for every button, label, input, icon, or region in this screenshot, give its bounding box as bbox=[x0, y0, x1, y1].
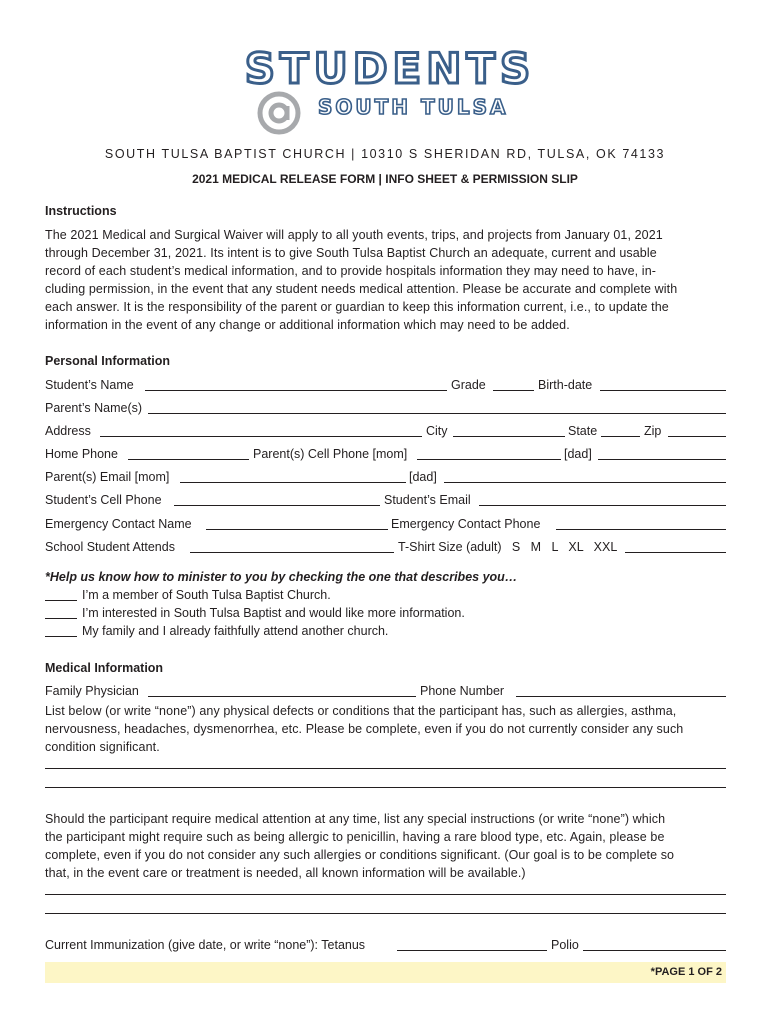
student-cell-field[interactable] bbox=[174, 505, 380, 506]
option-checkbox-line[interactable] bbox=[45, 600, 77, 601]
form-title: 2021 MEDICAL RELEASE FORM | INFO SHEET & PERMISSION SLIP bbox=[192, 172, 578, 186]
instructions-line: information in the event of any change or additional information which may need to be added. bbox=[45, 318, 570, 332]
instructions-heading: Instructions bbox=[45, 204, 117, 218]
home-phone-label: Home Phone bbox=[45, 447, 118, 461]
special-instructions-answer-line[interactable] bbox=[45, 913, 726, 914]
emergency-phone-label: Emergency Contact Phone bbox=[391, 517, 541, 531]
birth-date-label: Birth-date bbox=[538, 378, 593, 392]
conditions-line: List below (or write “none”) any physical defects or conditions that the participant has, such as allergies, asthma, bbox=[45, 704, 677, 718]
family-physician-field[interactable] bbox=[148, 696, 416, 697]
conditions-text bbox=[45, 702, 727, 756]
polio-field[interactable] bbox=[583, 950, 726, 951]
city-field[interactable] bbox=[453, 436, 565, 437]
conditions-answer-line[interactable] bbox=[45, 787, 726, 788]
page-number: *PAGE 1 OF 2 bbox=[650, 966, 722, 978]
conditions-line: nervousness, headaches, dysmenorrhea, etc. Please be complete, even if you do not currently consider any such bbox=[45, 722, 684, 736]
emergency-phone-field[interactable] bbox=[556, 529, 726, 530]
zip-field[interactable] bbox=[668, 436, 726, 437]
zip-label: Zip bbox=[644, 424, 662, 438]
special-instructions-line: that, in the event care or treatment is needed, all known information will be available.) bbox=[45, 866, 526, 880]
home-phone-field[interactable] bbox=[128, 459, 249, 460]
email-mom-label: Parent(s) Email [mom] bbox=[45, 470, 170, 484]
logo-title: STUDENTS bbox=[244, 44, 536, 93]
option-member-label: I’m a member of South Tulsa Baptist Church. bbox=[82, 588, 331, 602]
at-symbol-icon bbox=[256, 90, 302, 136]
parents-names-label: Parent’s Name(s) bbox=[45, 401, 143, 415]
address-label: Address bbox=[45, 424, 91, 438]
personal-info-heading: Personal Information bbox=[45, 354, 171, 368]
students-name-field[interactable] bbox=[145, 390, 447, 391]
option-checkbox-line[interactable] bbox=[45, 636, 77, 637]
cell-phone-dad-field[interactable] bbox=[598, 459, 726, 460]
state-field[interactable] bbox=[601, 436, 640, 437]
tshirt-size-field[interactable] bbox=[625, 552, 726, 553]
emergency-name-field[interactable] bbox=[206, 529, 388, 530]
physician-phone-field[interactable] bbox=[516, 696, 726, 697]
conditions-line: condition significant. bbox=[45, 740, 160, 754]
parents-names-field[interactable] bbox=[148, 413, 726, 414]
grade-label: Grade bbox=[451, 378, 486, 392]
school-label: School Student Attends bbox=[45, 540, 175, 554]
church-question-prompt: *Help us know how to minister to you by checking the one that describes you… bbox=[45, 570, 518, 584]
students-name-label: Student’s Name bbox=[45, 378, 134, 392]
instructions-line: each answer. It is the responsibility of the parent or guardian to keep this information current, i.e., to update the bbox=[45, 300, 669, 314]
instructions-line: cluding permission, in the event that any student needs medical attention. Please be accurate and complete with bbox=[45, 282, 678, 296]
emergency-name-label: Emergency Contact Name bbox=[45, 517, 192, 531]
email-mom-field[interactable] bbox=[180, 482, 406, 483]
medical-info-heading: Medical Information bbox=[45, 661, 164, 675]
city-label: City bbox=[426, 424, 448, 438]
family-physician-label: Family Physician bbox=[45, 684, 139, 698]
special-instructions-line: the participant might require such as being allergic to penicillin, having a rare blood type, etc. Again, please be bbox=[45, 830, 665, 844]
tetanus-field[interactable] bbox=[397, 950, 547, 951]
instructions-line: record of each student’s medical information, and to provide hospitals information they may need to have, in- bbox=[45, 264, 657, 278]
tshirt-size-label: T-Shirt Size (adult) S M L XL XXL bbox=[398, 540, 618, 554]
grade-field[interactable] bbox=[493, 390, 534, 391]
student-email-field[interactable] bbox=[479, 505, 726, 506]
cell-phone-dad-label: [dad] bbox=[564, 447, 592, 461]
special-instructions-answer-line[interactable] bbox=[45, 894, 726, 895]
special-instructions-line: Should the participant require medical attention at any time, list any special instructions (or write “none”) which bbox=[45, 812, 666, 826]
polio-label: Polio bbox=[551, 938, 579, 952]
special-instructions-text bbox=[45, 810, 727, 882]
option-interested-label: I’m interested in South Tulsa Baptist and would like more information. bbox=[82, 606, 465, 620]
email-dad-field[interactable] bbox=[444, 482, 726, 483]
conditions-answer-line[interactable] bbox=[45, 768, 726, 769]
immunization-label: Current Immunization (give date, or write “none”): Tetanus bbox=[45, 938, 366, 952]
page-footer bbox=[45, 962, 726, 983]
logo-subtitle: SOUTH TULSA bbox=[318, 95, 509, 119]
instructions-text bbox=[45, 226, 727, 334]
address-field[interactable] bbox=[100, 436, 422, 437]
phone-number-label: Phone Number bbox=[420, 684, 505, 698]
birth-date-field[interactable] bbox=[600, 390, 726, 391]
students-logo bbox=[200, 44, 580, 136]
email-dad-label: [dad] bbox=[409, 470, 437, 484]
cell-phone-mom-label: Parent(s) Cell Phone [mom] bbox=[253, 447, 408, 461]
option-other-church-label: My family and I already faithfully attend another church. bbox=[82, 624, 389, 638]
option-checkbox-line[interactable] bbox=[45, 618, 77, 619]
church-address-line: SOUTH TULSA BAPTIST CHURCH | 10310 S SHERIDAN RD, TULSA, OK 74133 bbox=[104, 147, 666, 161]
state-label: State bbox=[568, 424, 598, 438]
student-email-label: Student’s Email bbox=[384, 493, 471, 507]
instructions-line: The 2021 Medical and Surgical Waiver will apply to all youth events, trips, and projects from January 01, 2021 bbox=[45, 228, 663, 242]
school-field[interactable] bbox=[190, 552, 394, 553]
student-cell-label: Student’s Cell Phone bbox=[45, 493, 162, 507]
cell-phone-mom-field[interactable] bbox=[417, 459, 561, 460]
special-instructions-line: complete, even if you do not consider any such allergies or conditions significant. (Our goal is to be complete so bbox=[45, 848, 675, 862]
instructions-line: through December 31, 2021. Its intent is to give South Tulsa Baptist Church an adequate, current and usable bbox=[45, 246, 657, 260]
